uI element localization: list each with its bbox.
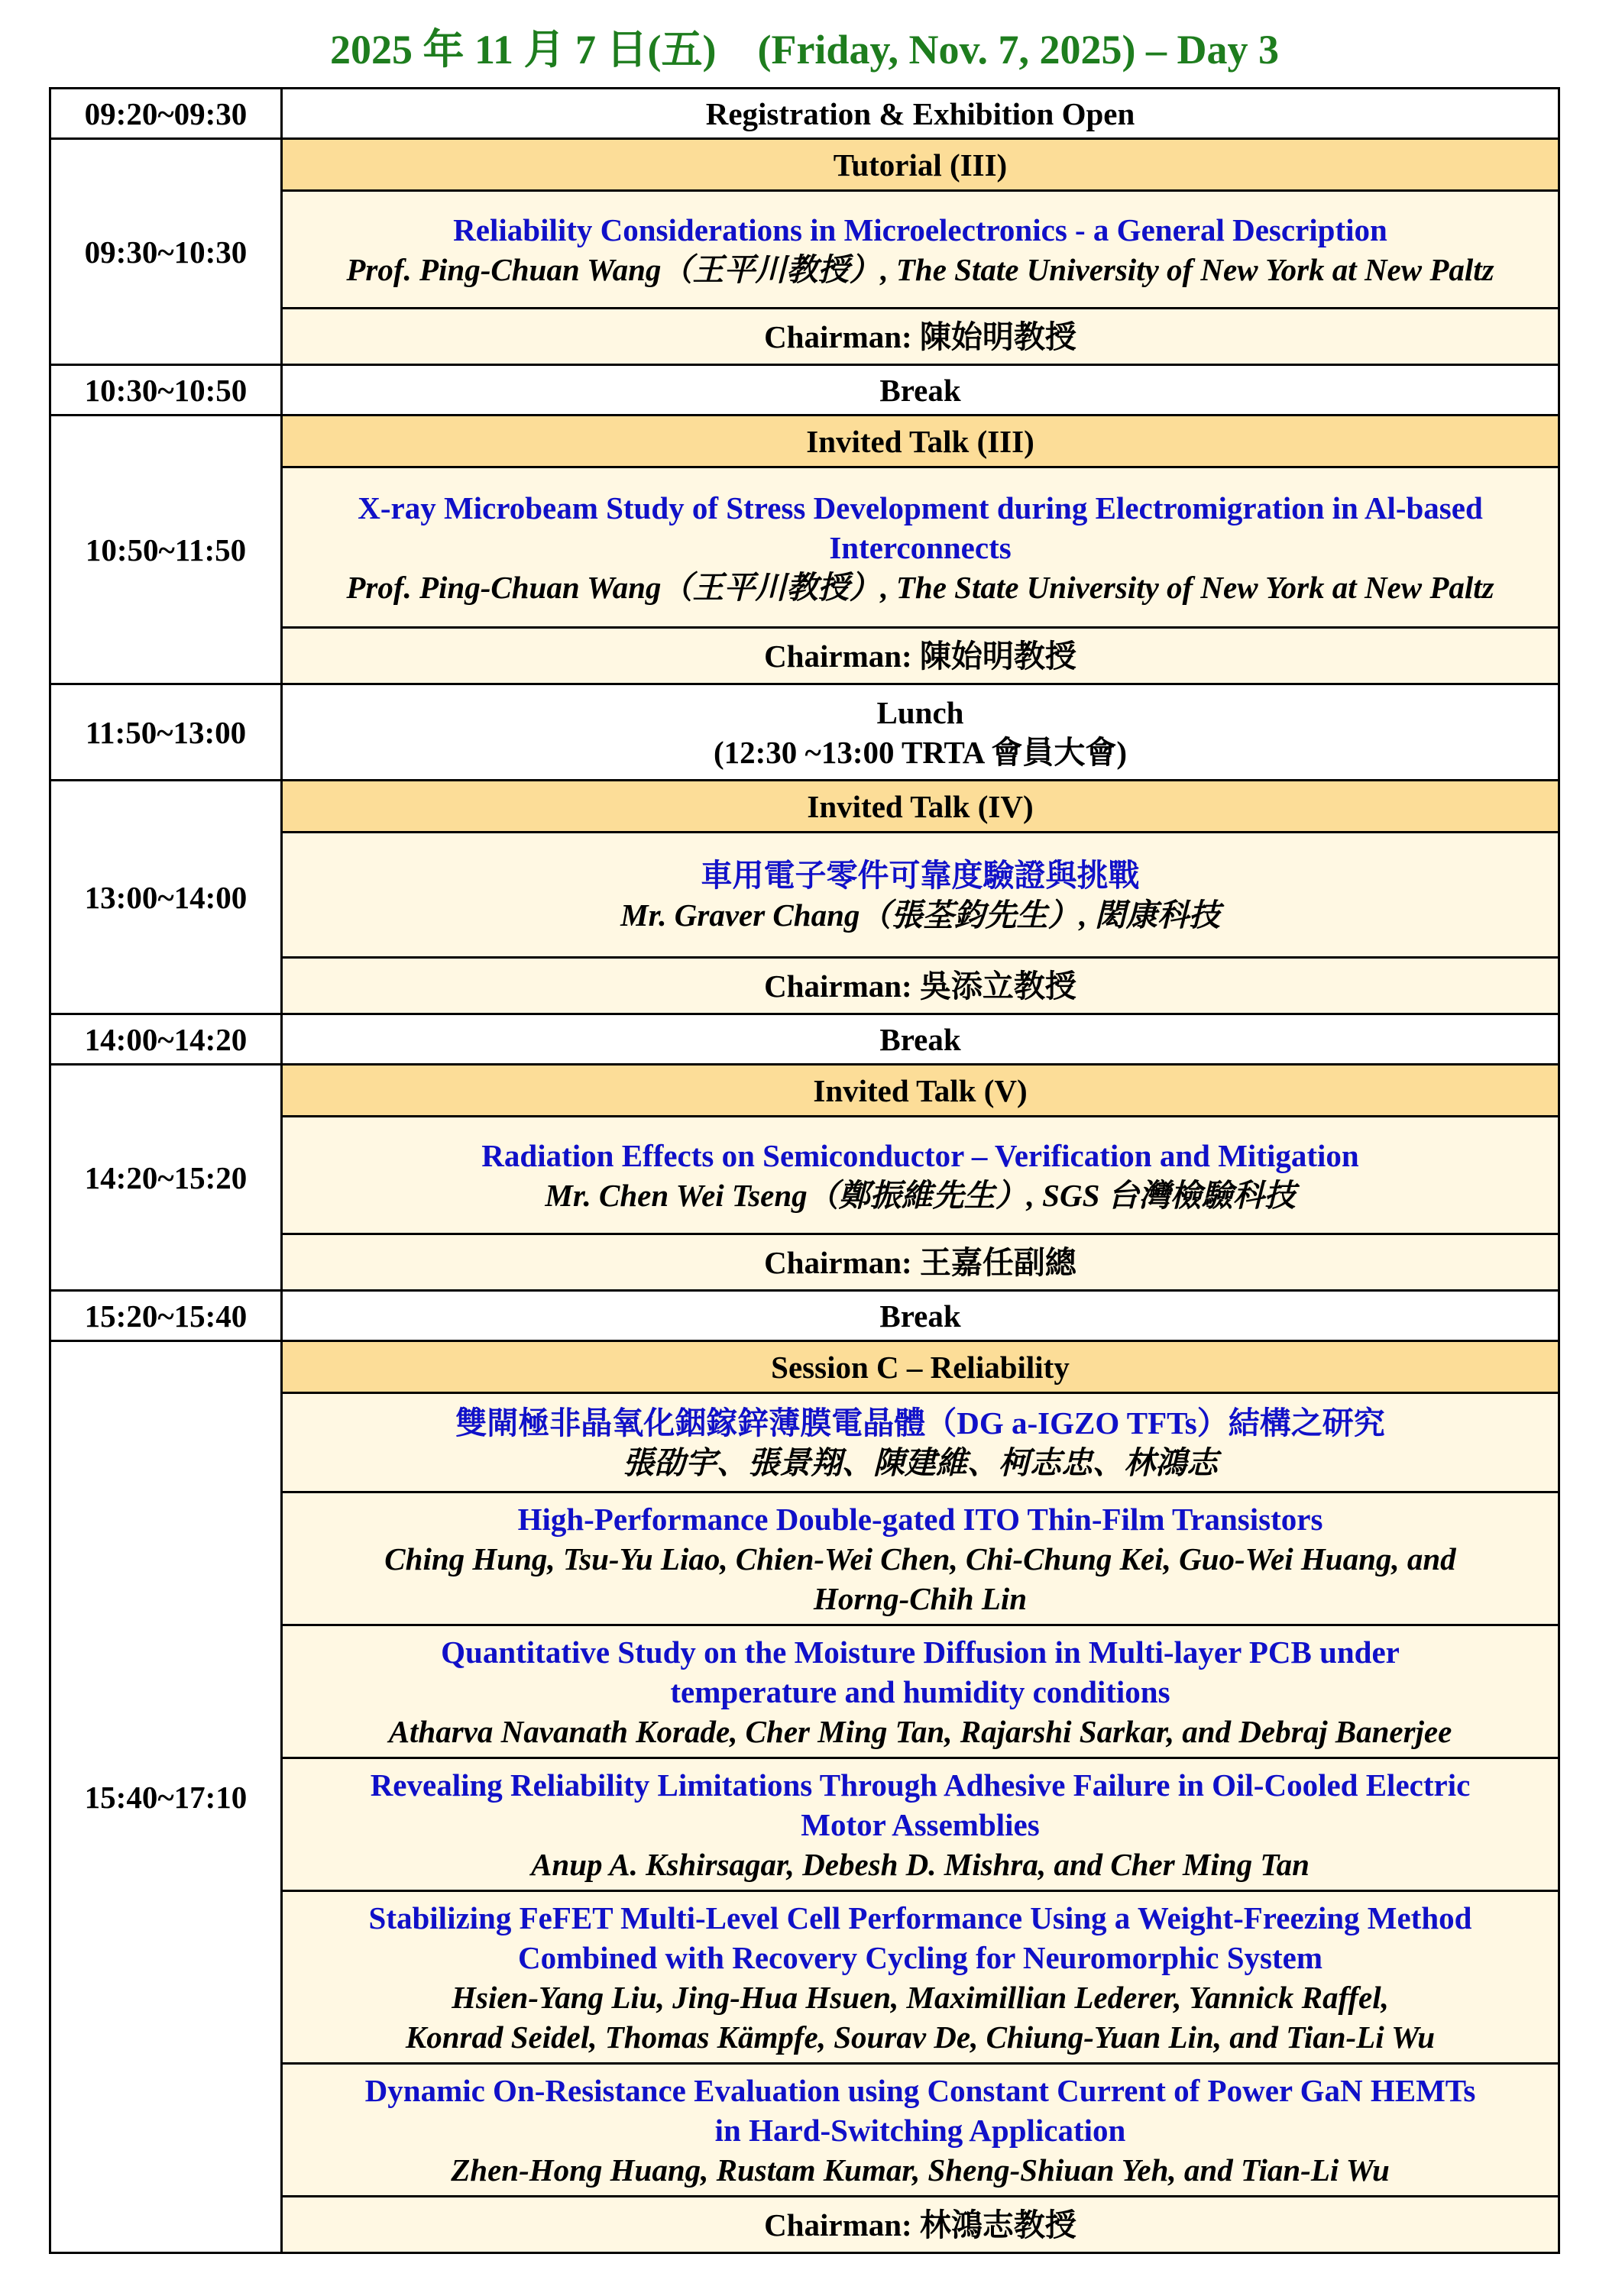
schedule-row bbox=[50, 1341, 1559, 1393]
schedule-row bbox=[50, 139, 1559, 191]
paper-authors: Anup A. Kshirsagar, Debesh D. Mishra, and Cher Ming Tan bbox=[531, 1846, 1310, 1882]
paper-cell bbox=[282, 1492, 1559, 1625]
schedule-row bbox=[50, 89, 1559, 139]
paper-title: Reliability Considerations in Microelectronics - a General Description bbox=[453, 212, 1387, 247]
speaker: Prof. Ping-Chuan Wang（王平川教授）, The State University of New York at New Paltz bbox=[346, 251, 1494, 287]
time-cell: 10:30~10:50 bbox=[50, 365, 282, 416]
event-cell bbox=[282, 684, 1559, 781]
paper-authors: Ching Hung, Tsu-Yu Liao, Chien-Wei Chen, Chi-Chung Kei, Guo-Wei Huang, and bbox=[384, 1541, 1456, 1576]
event-label: Break bbox=[282, 365, 1559, 416]
paper-cell bbox=[282, 2064, 1559, 2197]
paper-authors: 張劭宇、張景翔、陳建維、柯志忠、林鴻志 bbox=[623, 1444, 1218, 1480]
paper-title: Dynamic On-Resistance Evaluation using Constant Current of Power GaN HEMTs bbox=[364, 2072, 1476, 2108]
paper-authors: Konrad Seidel, Thomas Kämpfe, Sourav De, Chiung-Yuan Lin, and Tian-Li Wu bbox=[405, 2019, 1436, 2055]
time-cell: 10:50~11:50 bbox=[50, 416, 282, 684]
event-label: Break bbox=[282, 1014, 1559, 1065]
schedule-row bbox=[50, 365, 1559, 416]
chairman: Chairman: 王嘉任副總 bbox=[282, 1234, 1559, 1291]
paper-title: X-ray Microbeam Study of Stress Development during Electromigration in Al-based Interconnects bbox=[358, 490, 1483, 565]
time-cell: 09:20~09:30 bbox=[50, 89, 282, 139]
paper-cell bbox=[282, 1625, 1559, 1758]
session-header: Invited Talk (III) bbox=[282, 416, 1559, 467]
paper-authors: Horng-Chih Lin bbox=[813, 1580, 1028, 1616]
schedule-row bbox=[50, 1014, 1559, 1065]
paper-authors: Atharva Navanath Korade, Cher Ming Tan, Rajarshi Sarkar, and Debraj Banerjee bbox=[388, 1713, 1452, 1749]
paper-title: Quantitative Study on the Moisture Diffusion in Multi-layer PCB under bbox=[441, 1634, 1400, 1670]
time-cell: 11:50~13:00 bbox=[50, 684, 282, 781]
chairman: Chairman: 陳始明教授 bbox=[282, 628, 1559, 684]
schedule-row bbox=[50, 781, 1559, 833]
speaker: Mr. Graver Chang（張荃鈞先生）, 閎康科技 bbox=[620, 897, 1220, 933]
schedule-table bbox=[49, 87, 1560, 2254]
paper-cell bbox=[282, 1393, 1559, 1492]
paper-title: Stabilizing FeFET Multi-Level Cell Performance Using a Weight-Freezing Method bbox=[368, 1900, 1472, 1935]
time-cell: 14:20~15:20 bbox=[50, 1065, 282, 1291]
time-cell: 15:20~15:40 bbox=[50, 1291, 282, 1341]
paper-title: in Hard-Switching Application bbox=[714, 2112, 1126, 2148]
paper-authors: Hsien-Yang Liu, Jing-Hua Hsuen, Maximillian Lederer, Yannick Raffel, bbox=[452, 1979, 1389, 2015]
session-header: Invited Talk (V) bbox=[282, 1065, 1559, 1117]
session-header: Tutorial (III) bbox=[282, 139, 1559, 191]
schedule-row bbox=[50, 684, 1559, 781]
time-cell: 09:30~10:30 bbox=[50, 139, 282, 365]
paper-title: High-Performance Double-gated ITO Thin-Film Transistors bbox=[517, 1501, 1323, 1537]
event-label: Break bbox=[282, 1291, 1559, 1341]
schedule-row bbox=[50, 1291, 1559, 1341]
paper-title: Combined with Recovery Cycling for Neuromorphic System bbox=[518, 1939, 1322, 1975]
paper-title: Motor Assemblies bbox=[801, 1806, 1040, 1842]
talk-cell bbox=[282, 1117, 1559, 1234]
paper-title: 雙閘極非晶氧化銦鎵鋅薄膜電晶體（DG a-IGZO TFTs）結構之研究 bbox=[455, 1405, 1385, 1441]
paper-cell bbox=[282, 1758, 1559, 1891]
paper-title: 車用電子零件可靠度驗證與挑戰 bbox=[701, 857, 1140, 893]
event-label: Lunch bbox=[876, 694, 964, 730]
time-cell: 13:00~14:00 bbox=[50, 781, 282, 1014]
talk-cell bbox=[282, 467, 1559, 628]
chairman: Chairman: 林鴻志教授 bbox=[282, 2197, 1559, 2253]
paper-title: Revealing Reliability Limitations Through Adhesive Failure in Oil-Cooled Electric bbox=[370, 1767, 1471, 1803]
page-title: 2025 年 11 月 7 日(五) (Friday, Nov. 7, 2025) – Day 3 bbox=[330, 27, 1279, 73]
speaker: Prof. Ping-Chuan Wang（王平川教授）, The State University of New York at New Paltz bbox=[346, 569, 1494, 605]
event-note: (12:30 ~13:00 TRTA 會員大會) bbox=[713, 734, 1128, 770]
event-label: Registration & Exhibition Open bbox=[282, 89, 1559, 139]
paper-title: Radiation Effects on Semiconductor – Verification and Mitigation bbox=[481, 1137, 1359, 1173]
speaker: Mr. Chen Wei Tseng（鄭振維先生）, SGS 台灣檢驗科技 bbox=[545, 1177, 1296, 1213]
paper-title: temperature and humidity conditions bbox=[670, 1673, 1170, 1709]
paper-authors: Zhen-Hong Huang, Rustam Kumar, Sheng-Shiuan Yeh, and Tian-Li Wu bbox=[451, 2152, 1390, 2188]
schedule-row bbox=[50, 1065, 1559, 1117]
schedule-row bbox=[50, 416, 1559, 467]
chairman: Chairman: 陳始明教授 bbox=[282, 309, 1559, 365]
session-header: Invited Talk (IV) bbox=[282, 781, 1559, 833]
talk-cell bbox=[282, 191, 1559, 309]
time-cell: 15:40~17:10 bbox=[50, 1341, 282, 2253]
session-header: Session C – Reliability bbox=[282, 1341, 1559, 1393]
talk-cell bbox=[282, 833, 1559, 958]
time-cell: 14:00~14:20 bbox=[50, 1014, 282, 1065]
chairman: Chairman: 吳添立教授 bbox=[282, 958, 1559, 1014]
paper-cell bbox=[282, 1891, 1559, 2064]
